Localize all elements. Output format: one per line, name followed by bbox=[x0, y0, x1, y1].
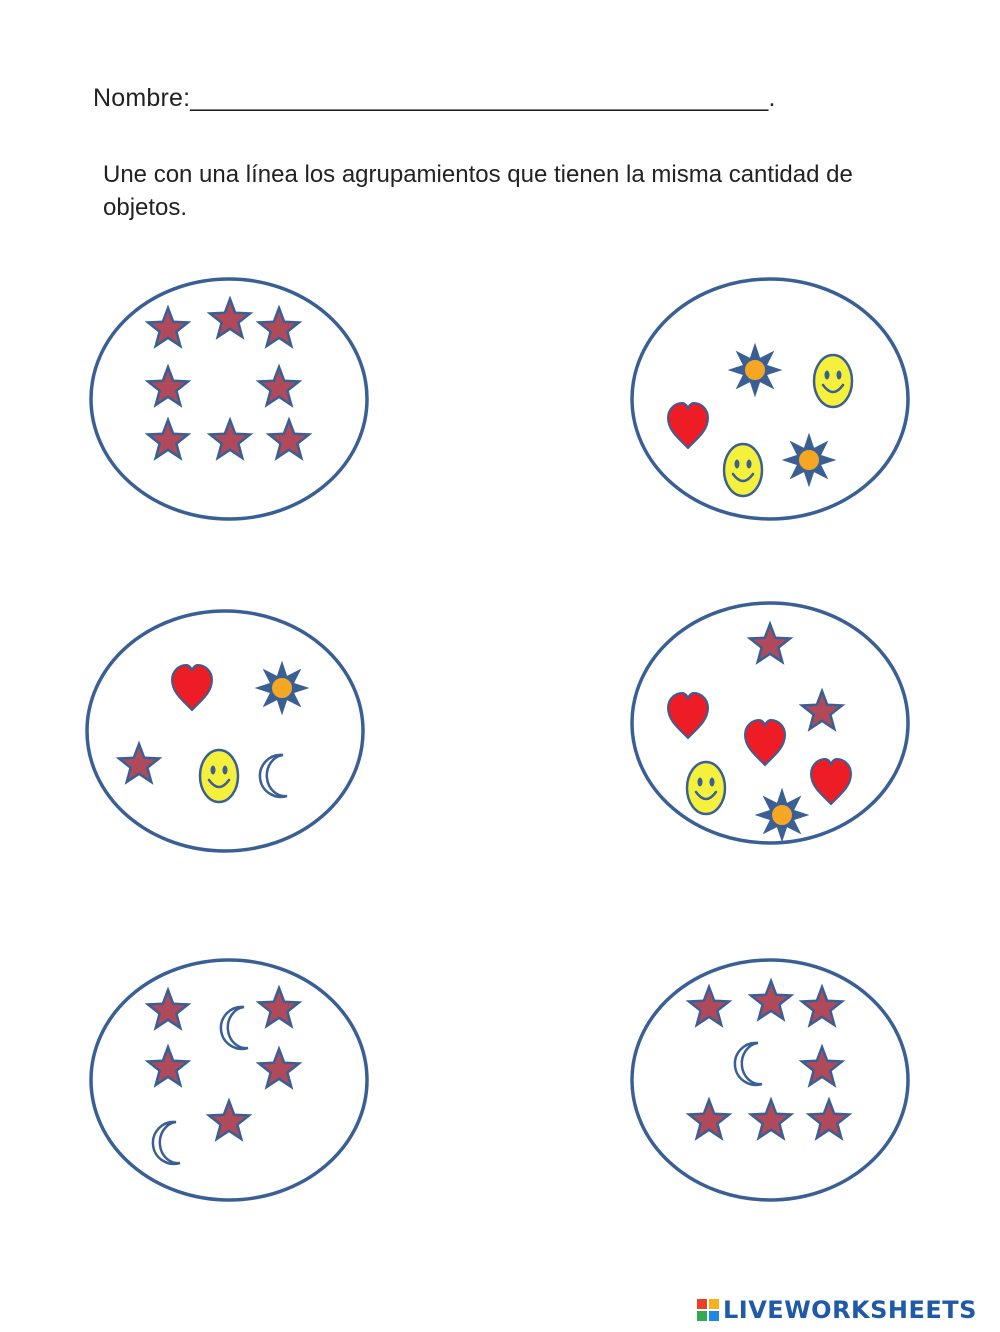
liveworksheets-branding bbox=[697, 1296, 977, 1324]
sun-icon bbox=[757, 790, 807, 840]
smiley-icon bbox=[724, 444, 762, 496]
sun-icon bbox=[257, 663, 307, 713]
group-right-top[interactable] bbox=[632, 279, 908, 519]
name-field-label: Nombre:_________________________________________. bbox=[93, 84, 776, 112]
group-left-top[interactable] bbox=[91, 279, 367, 519]
group-right-top-outline[interactable] bbox=[632, 279, 908, 519]
group-right-bottom[interactable] bbox=[632, 960, 908, 1200]
sun-icon bbox=[730, 345, 780, 395]
logo-square-red bbox=[697, 1299, 707, 1309]
smiley-icon bbox=[200, 750, 238, 802]
group-right-middle[interactable] bbox=[632, 603, 908, 843]
smiley-icon bbox=[687, 762, 725, 814]
instructions-text: Une con una línea los agrupamientos que tienen la misma cantidad de objetos. bbox=[103, 161, 853, 221]
sun-icon bbox=[784, 435, 834, 485]
group-left-bottom-outline[interactable] bbox=[91, 960, 367, 1200]
logo-square-green bbox=[697, 1311, 707, 1321]
liveworksheets-text: LIVEWORKSHEETS bbox=[723, 1296, 977, 1324]
logo-square-yellow bbox=[709, 1299, 719, 1309]
logo-square-blue bbox=[709, 1311, 719, 1321]
group-left-middle[interactable] bbox=[87, 611, 363, 851]
smiley-icon bbox=[814, 355, 852, 407]
group-left-middle-outline[interactable] bbox=[87, 611, 363, 851]
group-left-bottom[interactable] bbox=[91, 960, 367, 1200]
liveworksheets-logo-icon bbox=[697, 1299, 719, 1321]
